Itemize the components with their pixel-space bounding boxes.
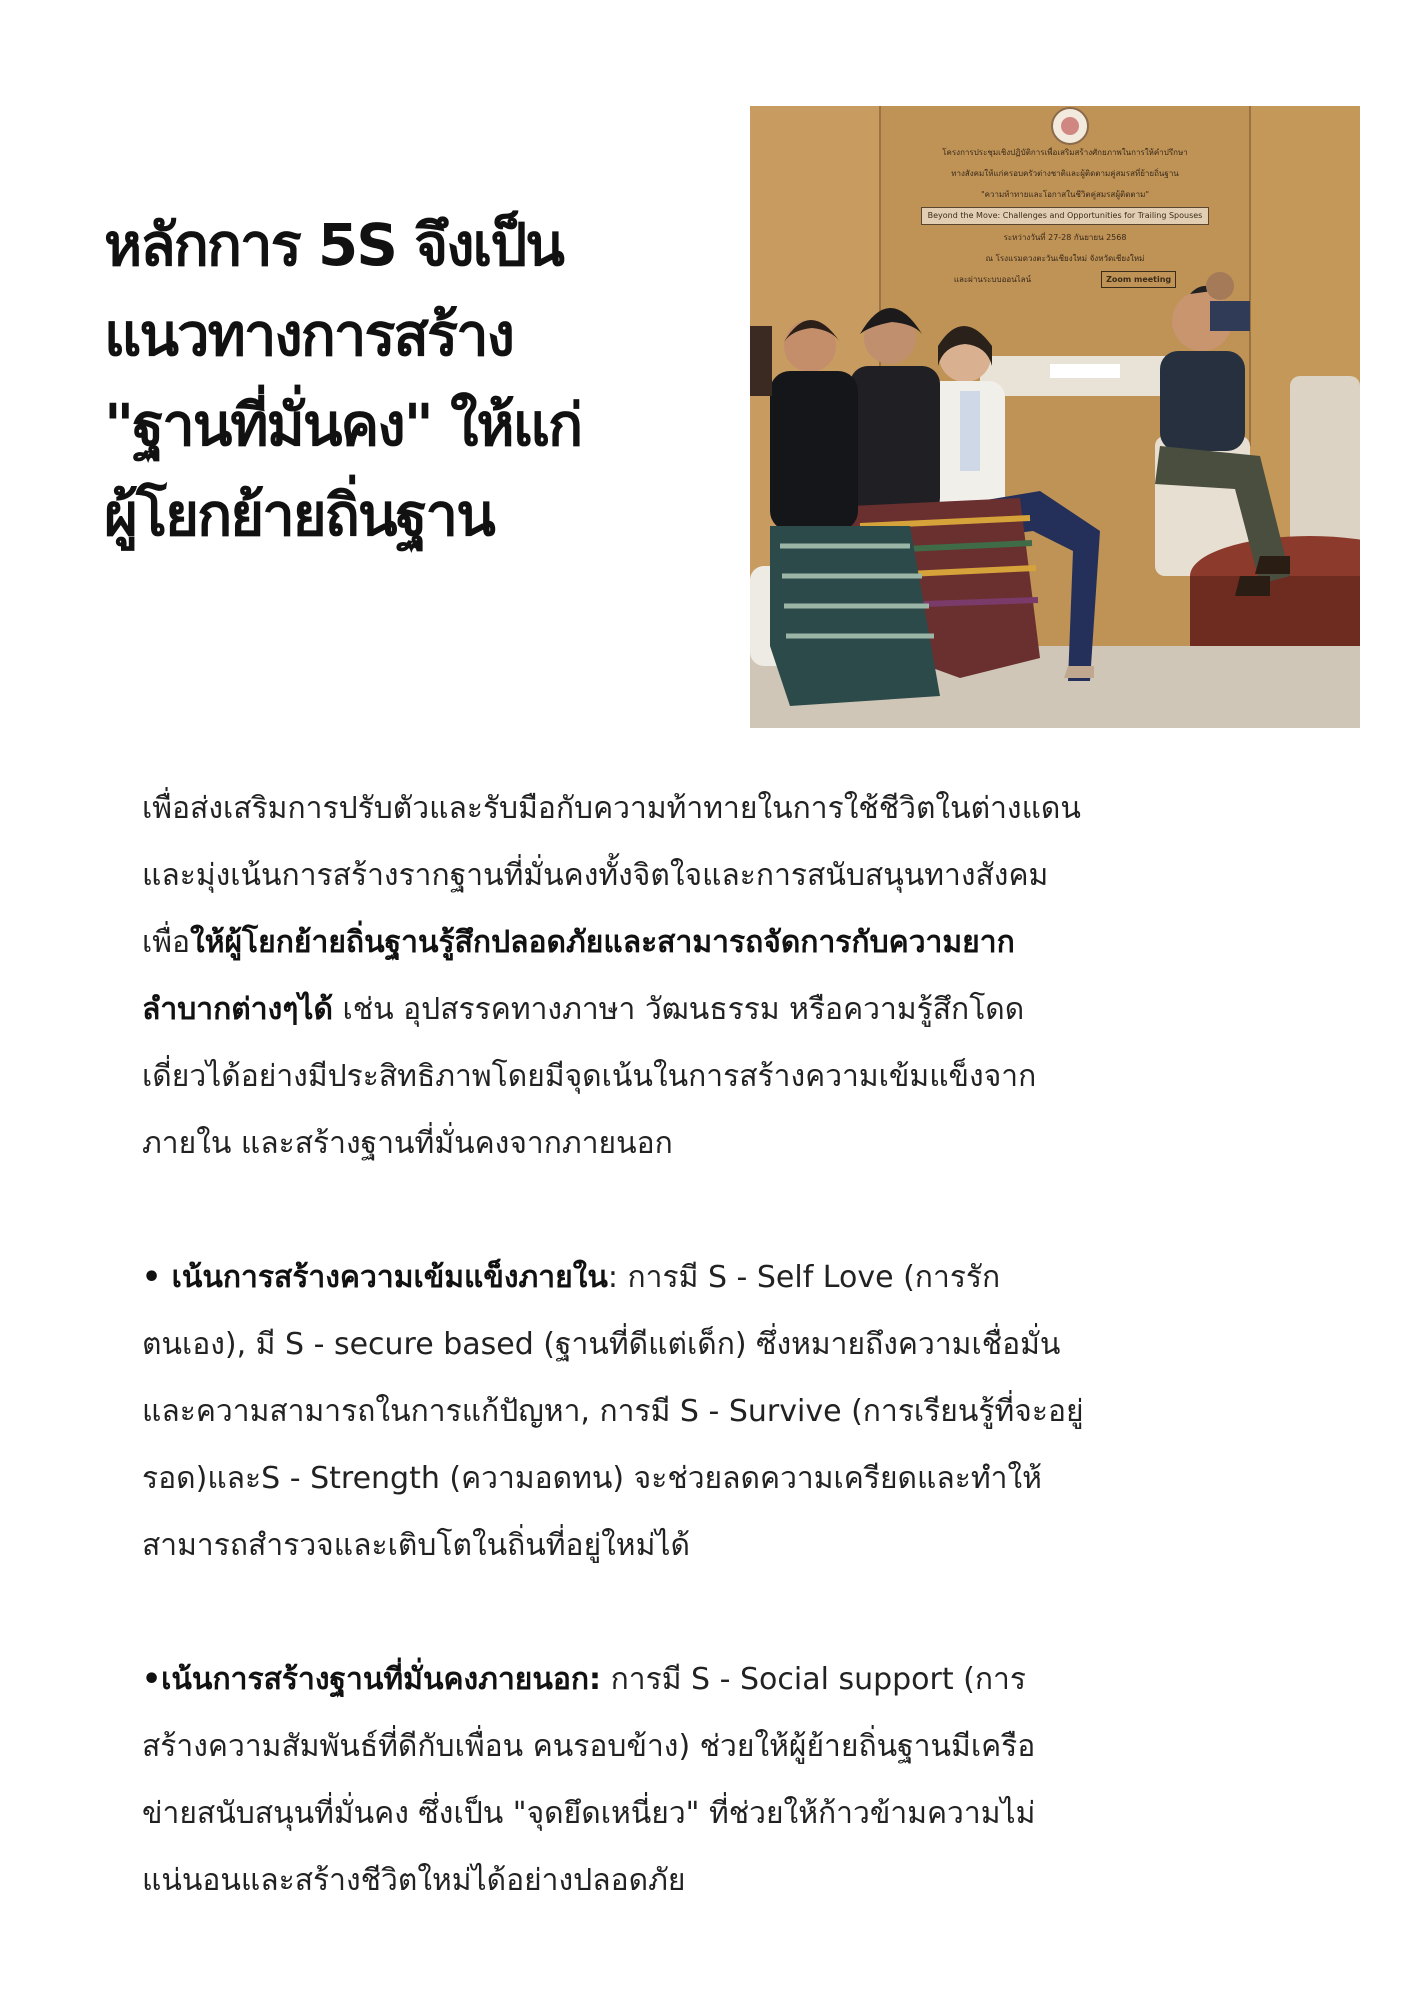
event-photo <box>750 106 1360 728</box>
text-line: แน่นอนและสร้างชีวิตใหม่ได้อย่างปลอดภัย <box>142 1863 686 1898</box>
headline <box>104 200 704 560</box>
text-line: ตนเอง), มี S - secure based (ฐานที่ดีแต่เด็ก) ซึ่งหมายถึงความเชื่อมั่น <box>142 1327 1061 1362</box>
headline-line: แนวทางการสร้าง <box>104 301 513 369</box>
text-line: และมุ่งเน้นการสร้างรากฐานที่มั่นคงทั้งจิตใจและการสนับสนุนทางสังคม <box>142 858 1049 893</box>
text-line <box>142 909 1342 976</box>
text-line <box>142 1244 1342 1311</box>
outer-support-paragraph <box>142 1646 1342 1914</box>
text-line: รอด)และS - Strength (ความอดทน) จะช่วยลดความเครียดและทำให้ <box>142 1461 1042 1496</box>
headline-line: "ฐานที่มั่นคง" ให้แก่ <box>104 391 582 459</box>
paragraph-gap <box>142 1177 1342 1244</box>
text-line: สามารถสำรวจและเติบโตในถิ่นที่อยู่ใหม่ได้ <box>142 1528 690 1563</box>
bold-segment: • เน้นการสร้างความเข้มแข็งภายใน <box>142 1260 608 1295</box>
article-body <box>142 775 1342 1914</box>
text-line: ภายใน และสร้างฐานที่มั่นคงจากภายนอก <box>142 1126 673 1161</box>
inner-strength-paragraph <box>142 1244 1342 1579</box>
bold-segment: ลำบากต่างๆได้ <box>142 992 333 1027</box>
text-line: และความสามารถในการแก้ปัญหา, การมี S - Survive (การเรียนรู้ที่จะอยู่ <box>142 1394 1084 1429</box>
text-line <box>142 1646 1342 1713</box>
text-segment: เช่น อุปสรรคทางภาษา วัฒนธรรม หรือความรู้สึกโดด <box>332 992 1025 1027</box>
text-segment: : การมี S - Self Love (การรัก <box>607 1260 1001 1295</box>
text-segment: เพื่อ <box>142 925 191 960</box>
event-banner <box>900 142 1230 352</box>
banner-line: ทางสังคมให้แก่ครอบครัวต่างชาติและผู้ติดตามคู่สมรสที่ย้ายถิ่นฐาน <box>951 169 1179 178</box>
bold-segment: ให้ผู้โยกย้ายถิ่นฐานรู้สึกปลอดภัยและสามารถจัดการกับความยาก <box>190 925 1015 960</box>
text-line: ข่ายสนับสนุนที่มั่นคง ซึ่งเป็น "จุดยึดเหนี่ยว" ที่ช่วยให้ก้าวข้ามความไม่ <box>142 1796 1036 1831</box>
banner-date: ระหว่างวันที่ 27-28 กันยายน 2568 <box>1003 233 1127 242</box>
text-line: เพื่อส่งเสริมการปรับตัวและรับมือกับความท้าทายในการใช้ชีวิตในต่างแดน <box>142 791 1081 826</box>
intro-paragraph <box>142 775 1342 1177</box>
text-line: เดี่ยวได้อย่างมีประสิทธิภาพโดยมีจุดเน้นในการสร้างความเข้มแข็งจาก <box>142 1059 1037 1094</box>
banner-line: "ความท้าทายและโอกาสในชีวิตคู่สมรสผู้ติดตาม" <box>980 190 1150 199</box>
headline-line: หลักการ 5S จึงเป็น <box>104 211 563 279</box>
banner-venue: ณ โรงแรมดวงตะวันเชียงใหม่ จังหวัดเชียงใหม่ <box>985 254 1145 263</box>
banner-line: โครงการประชุมเชิงปฏิบัติการเพื่อเสริมสร้างศักยภาพในการให้คำปรึกษา <box>942 148 1188 157</box>
bold-segment: •เน้นการสร้างฐานที่มั่นคงภายนอก: <box>142 1662 602 1697</box>
banner-zoom: Zoom meeting <box>1101 271 1176 288</box>
paragraph-gap <box>142 1579 1342 1646</box>
banner-online: และผ่านระบบออนไลน์ <box>953 275 1032 284</box>
text-line: สร้างความสัมพันธ์ที่ดีกับเพื่อน คนรอบข้าง) ช่วยให้ผู้ย้ายถิ่นฐานมีเครือ <box>142 1729 1036 1764</box>
text-segment: การมี S - Social support (การ <box>601 1662 1026 1697</box>
text-line <box>142 976 1342 1043</box>
banner-title: Beyond the Move: Challenges and Opportunities for Trailing Spouses <box>921 207 1210 225</box>
headline-line: ผู้โยกย้ายถิ่นฐาน <box>104 481 494 549</box>
